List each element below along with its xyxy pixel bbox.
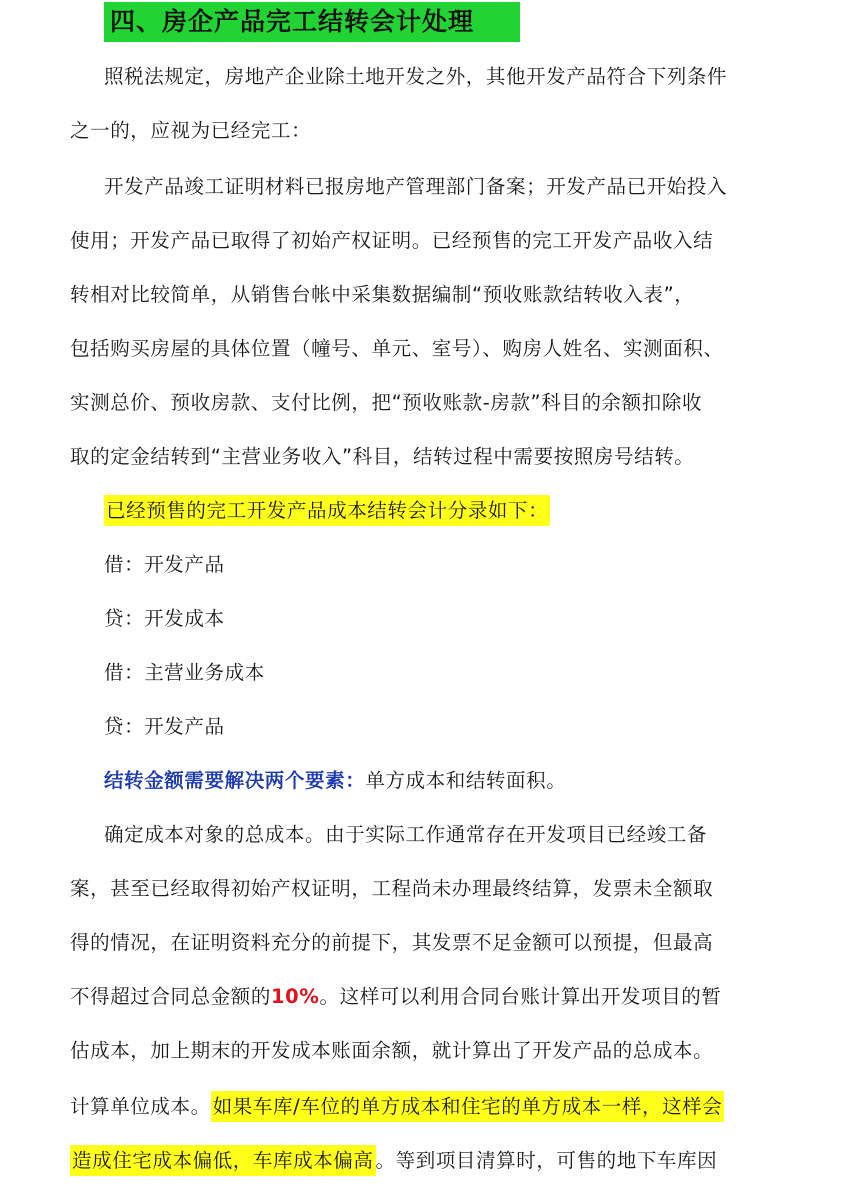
key-elements-label: 结转金额需要解决两个要素： [104, 769, 366, 792]
journal-entry: 贷：开发成本 [104, 607, 225, 630]
paragraph-line: 之一的，应视为已经完工： [70, 119, 312, 142]
highlighted-text: 如果车库/车位的单方成本和住宅的单方成本一样，这样会 [211, 1091, 725, 1122]
percentage-value: 10% [271, 985, 320, 1008]
highlighted-text: 造成住宅成本偏低，车库成本偏高 [70, 1145, 376, 1176]
text-segment: 计算单位成本。 [70, 1095, 211, 1118]
entries-heading [104, 496, 550, 526]
key-elements-line [104, 766, 566, 796]
section-title: 四、房企产品完工结转会计处理 [104, 2, 520, 42]
text-segment: 。等到项目清算时，可售的地下车库因 [375, 1149, 718, 1172]
paragraph-line: 开发产品竣工证明材料已报房地产管理部门备案；开发产品已开始投入 [104, 175, 728, 198]
text-segment: 。这样可以利用合同台账计算出开发项目的暂 [319, 985, 722, 1008]
paragraph-line [70, 1146, 717, 1176]
journal-entry: 借：开发产品 [104, 553, 225, 576]
text-segment: 不得超过合同总金额的 [70, 985, 272, 1008]
paragraph-line [70, 1092, 724, 1122]
journal-entry: 贷：开发产品 [104, 715, 225, 738]
key-elements-text: 单方成本和结转面积。 [365, 769, 567, 792]
paragraph-line: 照税法规定，房地产企业除土地开发之外，其他开发产品符合下列条件 [104, 65, 728, 88]
paragraph-line: 包括购买房屋的具体位置（幢号、单元、室号）、购房人姓名、实测面积、 [70, 337, 724, 360]
paragraph-line: 取的定金结转到“主营业务收入”科目，结转过程中需要按照房号结转。 [70, 445, 695, 468]
paragraph-line: 使用；开发产品已取得了初始产权证明。已经预售的完工开发产品收入结 [70, 229, 714, 252]
paragraph-line: 实测总价、预收房款、支付比例，把“预收账款-房款”科目的余额扣除收 [70, 391, 703, 414]
paragraph-line: 估成本，加上期末的开发成本账面余额，就计算出了开发产品的总成本。 [70, 1039, 714, 1062]
paragraph-line [70, 982, 722, 1012]
paragraph-line: 转相对比较简单，从销售台帐中采集数据编制“预收账款结转收入表”， [70, 283, 695, 306]
highlighted-text: 已经预售的完工开发产品成本结转会计分录如下： [104, 495, 550, 526]
paragraph-line: 案，甚至已经取得初始产权证明，工程尚未办理最终结算，发票未全额取 [70, 877, 714, 900]
paragraph-line: 得的情况，在证明资料充分的前提下，其发票不足金额可以预提，但最高 [70, 931, 714, 954]
journal-entry: 借：主营业务成本 [104, 661, 265, 684]
paragraph-line: 确定成本对象的总成本。由于实际工作通常存在开发项目已经竣工备 [104, 823, 708, 846]
